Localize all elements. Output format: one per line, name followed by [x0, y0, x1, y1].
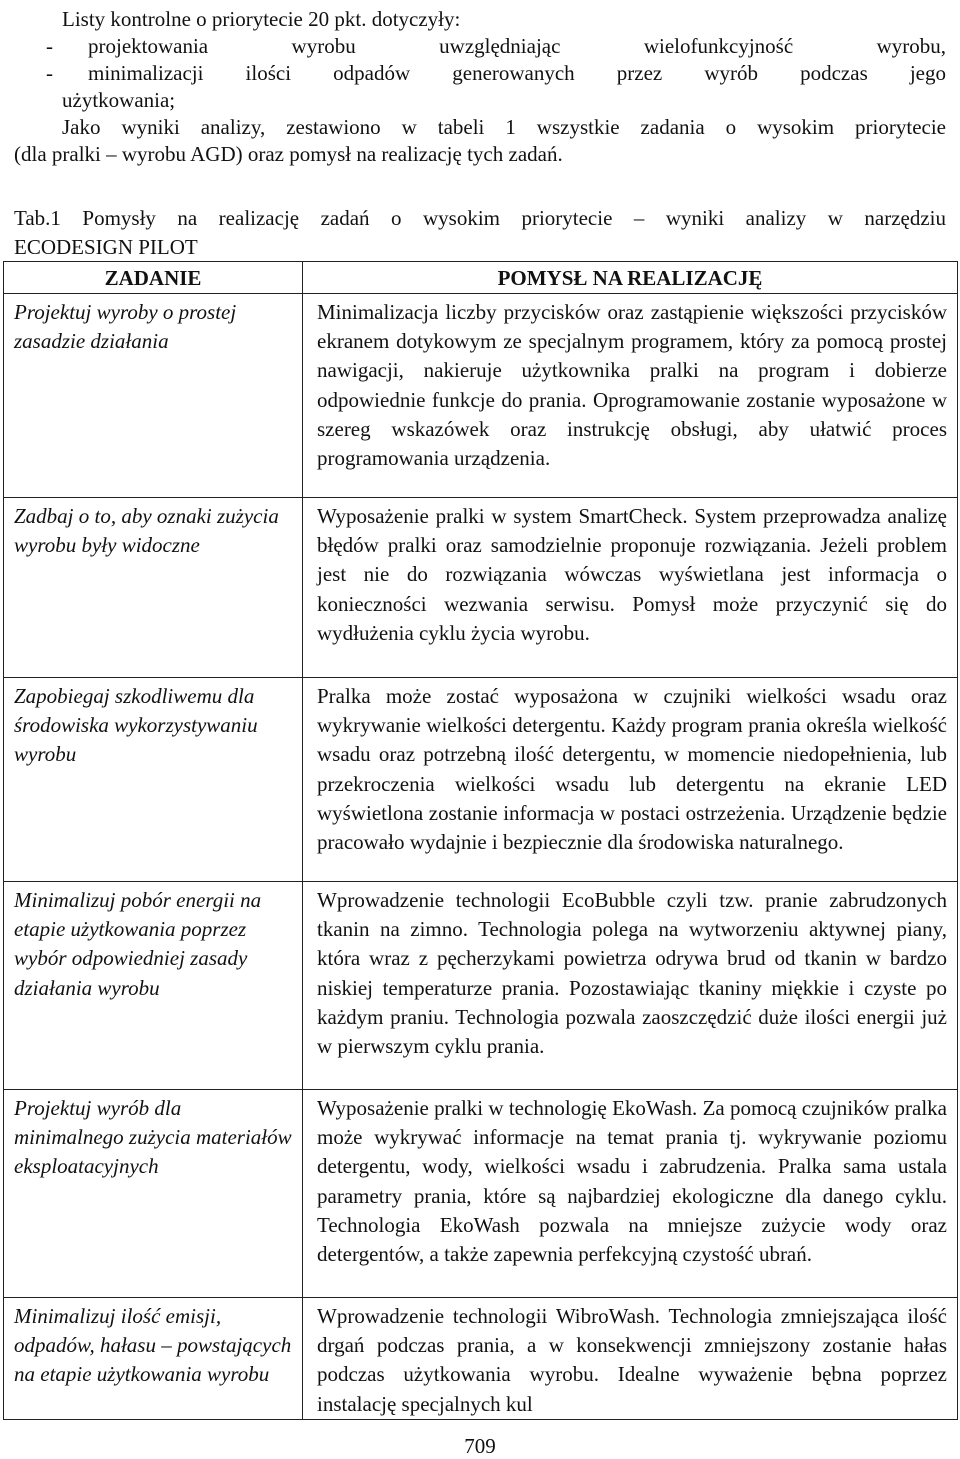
intro-line: Jako wyniki analizy, zestawiono w tabeli 1 wszystkie zadania o wysokim priorytecie [62, 115, 946, 139]
dash-marker: - [46, 34, 53, 58]
task-cell: Zadbaj o to, aby oznaki zużycia wyrobu były widoczne [4, 498, 303, 678]
idea-cell: Wyposażenie pralki w technologię EkoWash. Za pomocą czujników pralka może wykrywać informacje na temat prania tj. wykrywanie poziomu detergentu, wody, wielkości wsadu i zabrudzenia. Pralka sama ustala parametry prania, które są najbardziej ekologiczne dla danego cyklu. Technologia EkoWash pozwala na mniejsze zużycie wody oraz detergentów, a także zapewnia perfekcyjną czystość ubrań. [303, 1090, 958, 1298]
caption-line: Tab.1 Pomysły na realizację zadań o wysokim priorytecie – wyniki analizy w narzędziu [14, 206, 946, 230]
table-row [4, 678, 958, 882]
task-cell: Zapobiegaj szkodliwemu dla środowiska wykorzystywaniu wyrobu [4, 678, 303, 882]
idea-cell: Pralka może zostać wyposażona w czujniki wielkości wsadu oraz wykrywanie wielkości detergentu. Każdy program prania określa wielkość wsadu oraz potrzebną ilość detergentu, w momencie niedopełnienia, lub przekroczenia wielkości wsadu lub detergentu na ekranie LED wyświetlona zostanie informacja w postaci ostrzeżenia. Urządzenie będzie pracowało wydajnie i bezpiecznie dla środowiska naturalnego. [303, 678, 958, 882]
bullet-item [14, 60, 946, 87]
intro-line: (dla pralki – wyrobu AGD) oraz pomysł na realizację tych zadań. [14, 142, 563, 166]
table-row [4, 498, 958, 678]
caption-line: ECODESIGN PILOT [14, 235, 198, 259]
table-row [4, 1298, 958, 1420]
bullet-text: użytkowania; [62, 88, 176, 112]
bullet-text: minimalizacji ilości odpadów generowanych przez wyrób podczas jego [88, 61, 946, 85]
task-cell: Projektuj wyroby o prostej zasadzie działania [4, 294, 303, 498]
intro-paragraph [14, 6, 946, 168]
task-cell: Minimalizuj pobór energii na etapie użytkowania poprzez wybór odpowiedniej zasady działania wyrobu [4, 882, 303, 1090]
table-header-row [4, 262, 958, 294]
task-cell: Projektuj wyrób dla minimalnego zużycia materiałów eksploatacyjnych [4, 1090, 303, 1298]
bullet-continuation [14, 87, 946, 114]
bullet-list [14, 33, 946, 114]
bullet-text: projektowania wyrobu uwzględniając wielofunkcyjność wyrobu, [88, 34, 946, 58]
idea-cell: Minimalizacja liczby przycisków oraz zastąpienie większości przycisków ekranem dotykowym ze specjalnym programem, który za pomocą prostej nawigacji, nakieruje użytkownika pralki na program i dobierze odpowiednie funkcje do prania. Oprogramowanie zostanie wyposażone w szereg wskazówek oraz instrukcję obsługi, aby ułatwić proces programowania urządzenia. [303, 294, 958, 498]
table-caption [14, 204, 946, 262]
bullet-item [14, 33, 946, 60]
idea-cell: Wprowadzenie technologii WibroWash. Technologia zmniejszająca ilość drgań podczas prania, a w konsekwencji zmniejszony zostanie hałas podczas użytkowania wyrobu. Idealne wyważenie bębna poprzez instalację specjalnych kul [303, 1298, 958, 1420]
idea-cell: Wyposażenie pralki w system SmartCheck. System przeprowadza analizę błędów pralki oraz samodzielnie proponuje rozwiązania. Jeżeli problem jest nie do rozwiązania wówczas wyświetlana jest informacja o konieczności wezwania serwisu. Pomysł może przyczynić się do wydłużenia cyklu życia wyrobu. [303, 498, 958, 678]
dash-marker: - [46, 61, 53, 85]
page-number: 709 [464, 1434, 496, 1458]
task-cell: Minimalizuj ilość emisji, odpadów, hałasu – powstających na etapie użytkowania wyrobu [4, 1298, 303, 1420]
table-row [4, 882, 958, 1090]
table-row [4, 1090, 958, 1298]
ideas-table [3, 261, 958, 1420]
intro-line: Listy kontrolne o priorytecie 20 pkt. dotyczyły: [62, 7, 461, 31]
header-idea: POMYSŁ NA REALIZACJĘ [303, 262, 958, 294]
header-task: ZADANIE [4, 262, 303, 294]
idea-cell: Wprowadzenie technologii EcoBubble czyli tzw. pranie zabrudzonych tkanin na zimno. Technologia polega na wytworzeniu aktywnej piany, która wraz z pęcherzykami powietrza odrywa brud od tkanin w bardzo niskiej temperaturze prania. Pozostawiając tkaniny miękkie i czyste po każdym praniu. Technologia pozwala zaoszczędzić duże ilości energii już w pierwszym cyklu prania. [303, 882, 958, 1090]
table-row [4, 294, 958, 498]
